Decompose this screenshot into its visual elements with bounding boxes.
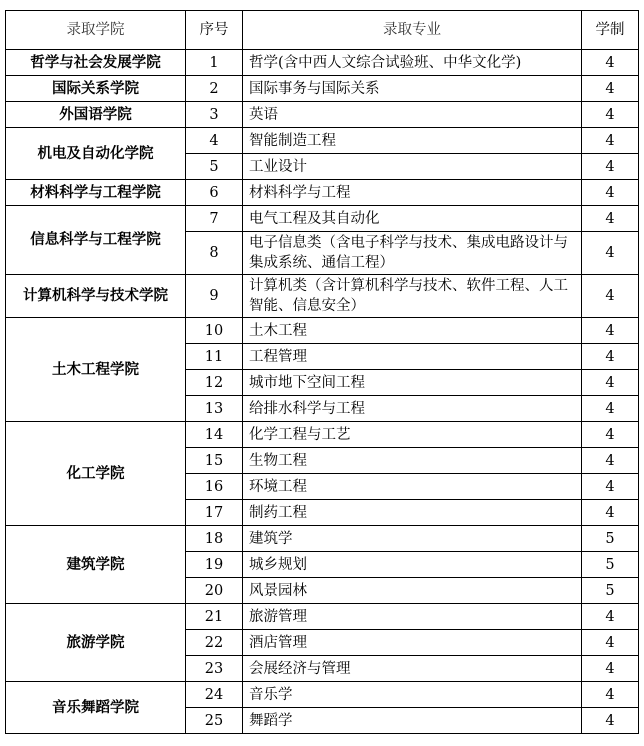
major-cell: 旅游管理 xyxy=(243,604,582,630)
school-cell: 旅游学院 xyxy=(6,604,186,682)
header-years: 学制 xyxy=(582,11,639,50)
table-row xyxy=(6,682,639,708)
years-cell: 4 xyxy=(582,708,639,734)
major-cell: 智能制造工程 xyxy=(243,128,582,154)
school-cell: 国际关系学院 xyxy=(6,76,186,102)
years-cell: 5 xyxy=(582,526,639,552)
years-cell: 4 xyxy=(582,682,639,708)
years-cell: 4 xyxy=(582,180,639,206)
number-cell: 11 xyxy=(186,344,243,370)
major-cell: 电气工程及其自动化 xyxy=(243,206,582,232)
number-cell: 5 xyxy=(186,154,243,180)
number-cell: 17 xyxy=(186,500,243,526)
number-cell: 7 xyxy=(186,206,243,232)
school-cell: 化工学院 xyxy=(6,422,186,526)
years-cell: 4 xyxy=(582,448,639,474)
number-cell: 22 xyxy=(186,630,243,656)
major-cell: 环境工程 xyxy=(243,474,582,500)
years-cell: 5 xyxy=(582,552,639,578)
years-cell: 4 xyxy=(582,275,639,318)
years-cell: 5 xyxy=(582,578,639,604)
years-cell: 4 xyxy=(582,630,639,656)
major-cell: 会展经济与管理 xyxy=(243,656,582,682)
table-row xyxy=(6,102,639,128)
major-cell: 城乡规划 xyxy=(243,552,582,578)
number-cell: 16 xyxy=(186,474,243,500)
header-number: 序号 xyxy=(186,11,243,50)
major-cell: 给排水科学与工程 xyxy=(243,396,582,422)
school-cell: 音乐舞蹈学院 xyxy=(6,682,186,734)
major-cell: 土木工程 xyxy=(243,318,582,344)
table-row xyxy=(6,318,639,344)
number-cell: 9 xyxy=(186,275,243,318)
years-cell: 4 xyxy=(582,102,639,128)
school-cell: 哲学与社会发展学院 xyxy=(6,50,186,76)
years-cell: 4 xyxy=(582,370,639,396)
years-cell: 4 xyxy=(582,474,639,500)
years-cell: 4 xyxy=(582,50,639,76)
number-cell: 4 xyxy=(186,128,243,154)
admission-table-container xyxy=(5,10,639,734)
major-cell: 英语 xyxy=(243,102,582,128)
table-row xyxy=(6,604,639,630)
years-cell: 4 xyxy=(582,318,639,344)
number-cell: 2 xyxy=(186,76,243,102)
years-cell: 4 xyxy=(582,500,639,526)
years-cell: 4 xyxy=(582,154,639,180)
school-cell: 机电及自动化学院 xyxy=(6,128,186,180)
table-row xyxy=(6,50,639,76)
number-cell: 1 xyxy=(186,50,243,76)
header-row xyxy=(6,11,639,50)
years-cell: 4 xyxy=(582,232,639,275)
years-cell: 4 xyxy=(582,128,639,154)
number-cell: 3 xyxy=(186,102,243,128)
table-row xyxy=(6,275,639,318)
table-body xyxy=(6,50,639,734)
table-row xyxy=(6,76,639,102)
school-cell: 建筑学院 xyxy=(6,526,186,604)
years-cell: 4 xyxy=(582,422,639,448)
number-cell: 19 xyxy=(186,552,243,578)
years-cell: 4 xyxy=(582,344,639,370)
major-cell: 建筑学 xyxy=(243,526,582,552)
major-cell: 工程管理 xyxy=(243,344,582,370)
major-cell: 风景园林 xyxy=(243,578,582,604)
number-cell: 14 xyxy=(186,422,243,448)
school-cell: 材料科学与工程学院 xyxy=(6,180,186,206)
number-cell: 24 xyxy=(186,682,243,708)
major-cell: 计算机类（含计算机科学与技术、软件工程、人工智能、信息安全） xyxy=(243,275,582,318)
number-cell: 13 xyxy=(186,396,243,422)
major-cell: 生物工程 xyxy=(243,448,582,474)
number-cell: 25 xyxy=(186,708,243,734)
number-cell: 12 xyxy=(186,370,243,396)
years-cell: 4 xyxy=(582,656,639,682)
school-cell: 信息科学与工程学院 xyxy=(6,206,186,275)
major-cell: 制药工程 xyxy=(243,500,582,526)
number-cell: 8 xyxy=(186,232,243,275)
years-cell: 4 xyxy=(582,396,639,422)
school-cell: 计算机科学与技术学院 xyxy=(6,275,186,318)
major-cell: 哲学(含中西人文综合试验班、中华文化学) xyxy=(243,50,582,76)
major-cell: 国际事务与国际关系 xyxy=(243,76,582,102)
school-cell: 外国语学院 xyxy=(6,102,186,128)
number-cell: 6 xyxy=(186,180,243,206)
number-cell: 21 xyxy=(186,604,243,630)
years-cell: 4 xyxy=(582,206,639,232)
number-cell: 20 xyxy=(186,578,243,604)
major-cell: 材料科学与工程 xyxy=(243,180,582,206)
table-row xyxy=(6,526,639,552)
admission-table xyxy=(5,10,639,734)
table-row xyxy=(6,180,639,206)
major-cell: 化学工程与工艺 xyxy=(243,422,582,448)
number-cell: 15 xyxy=(186,448,243,474)
table-row xyxy=(6,422,639,448)
number-cell: 10 xyxy=(186,318,243,344)
table-row xyxy=(6,128,639,154)
years-cell: 4 xyxy=(582,604,639,630)
number-cell: 23 xyxy=(186,656,243,682)
years-cell: 4 xyxy=(582,76,639,102)
major-cell: 酒店管理 xyxy=(243,630,582,656)
major-cell: 城市地下空间工程 xyxy=(243,370,582,396)
major-cell: 电子信息类（含电子科学与技术、集成电路设计与集成系统、通信工程） xyxy=(243,232,582,275)
header-major: 录取专业 xyxy=(243,11,582,50)
major-cell: 舞蹈学 xyxy=(243,708,582,734)
number-cell: 18 xyxy=(186,526,243,552)
school-cell: 土木工程学院 xyxy=(6,318,186,422)
header-school: 录取学院 xyxy=(6,11,186,50)
table-header xyxy=(6,11,639,50)
major-cell: 音乐学 xyxy=(243,682,582,708)
table-row xyxy=(6,206,639,232)
major-cell: 工业设计 xyxy=(243,154,582,180)
